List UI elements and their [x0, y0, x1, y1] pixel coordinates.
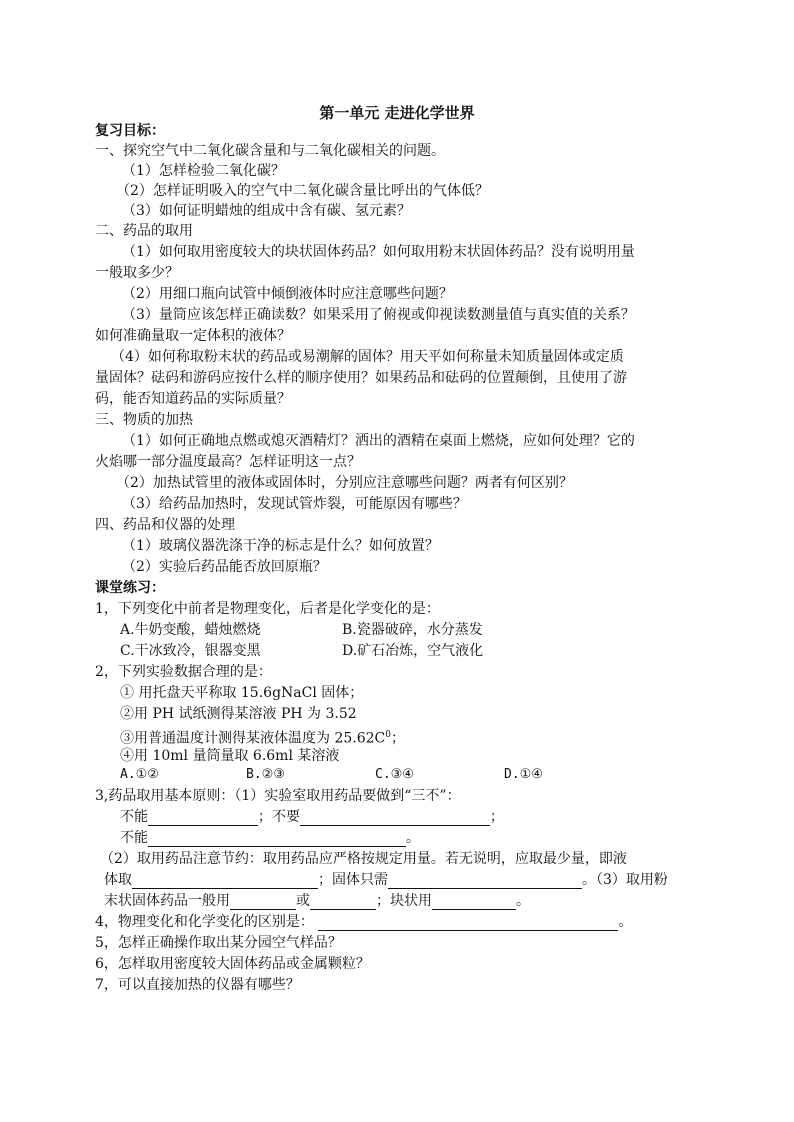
exercise-3: 3,药品取用基本原则：（1）实验室取用药品要做到“三不”： — [95, 788, 461, 804]
section-4-question-2: （2）实验后药品能否放回原瓶？ — [122, 559, 327, 575]
exercise-1: 1，下列变化中前者是物理变化，后者是化学变化的是： — [95, 601, 440, 617]
section-1-heading: 一、探究空气中二氧化碳含量和与二氧化碳相关的问题。 — [95, 143, 445, 159]
section-2-question-4-cont: 量固体？砝码和游码应按什么样的顺序使用？如果药品和砝码的位置颠倒，且使用了游 — [95, 370, 627, 386]
section-2-question-1: （1）如何取用密度较大的块状固体药品？如何取用粉末状固体药品？没有说明用量 — [122, 244, 635, 260]
section-1-question-3: （3）如何证明蜡烛的组成中含有碳、氢元素？ — [122, 203, 411, 219]
exercise-2-item-3: ③用普通温度计测得某液体温度为 $25.62C^0$； — [120, 730, 405, 747]
section-2-question-4-cont2: 码，能否知道药品的实际质量？ — [95, 391, 291, 407]
fill-blank[interactable] — [148, 832, 406, 847]
fill-blank[interactable] — [318, 916, 618, 931]
exercise-2-item-2: ②用 PH 试纸测得某溶液 PH 为 3.52 — [120, 706, 357, 722]
exercise-5: 5，怎样正确操作取出某分园空气样品？ — [95, 935, 342, 951]
exercise-2-item-4: ④用 10ml 量筒量取 6.6ml 某溶液 — [120, 748, 340, 764]
section-2-question-2: （2）用细口瓶向试管中倾倒液体时应注意哪些问题？ — [122, 286, 453, 302]
exercise-2-option-b: B.②③ — [246, 767, 285, 782]
fill-blank[interactable] — [300, 811, 490, 826]
exercise-6: 6，怎样取用密度较大固体药品或金属颗粒？ — [95, 956, 370, 972]
section-2-question-4: （4）如何称取粉末状的药品或易潮解的固体？用天平如何称量未知质量固体或定质 — [111, 349, 624, 365]
exercise-1-option-b: B.瓷器破碎，水分蒸发 — [342, 622, 483, 638]
section-1-question-2: （2）怎样证明吸入的空气中二氧化碳含量比呼出的气体低？ — [116, 183, 489, 199]
fill-blank[interactable] — [388, 874, 582, 889]
exercise-7: 7，可以直接加热的仪器有哪些？ — [95, 977, 300, 993]
section-3-question-3: （3）给药品加热时，发现试管炸裂，可能原因有哪些？ — [122, 496, 467, 512]
review-heading: 复习目标： — [95, 123, 165, 139]
practice-heading: 课堂练习： — [95, 580, 165, 596]
fill-blank[interactable] — [132, 874, 318, 889]
exercise-3-line-1: 不能 ；不要 ； — [120, 809, 504, 825]
fill-blank[interactable] — [432, 895, 516, 910]
section-2-question-1-cont: 一般取多少？ — [95, 265, 179, 281]
exercise-2-option-d: D.①④ — [504, 767, 543, 782]
section-2-question-3: （3）量筒应该怎样正确读数？如果采用了俯视或仰视读数测量值与真实值的关系？ — [122, 307, 635, 323]
page-title: 第一单元 走进化学世界 — [319, 104, 475, 122]
fill-blank[interactable] — [230, 895, 296, 910]
section-3-question-2: （2）加热试管里的液体或固体时，分别应注意哪些问题？两者有何区别？ — [116, 475, 573, 491]
exercise-2: 2，下列实验数据合理的是： — [95, 664, 272, 680]
exercise-2-item-1: ① 用托盘天平称取 15.6gNaCl 固体； — [120, 685, 364, 701]
exercise-1-option-d: D.矿石冶炼，空气液化 — [342, 643, 484, 659]
exercise-1-option-a: A.牛奶变酸，蜡烛燃烧 — [120, 622, 261, 638]
exercise-3-part-2: （2）取用药品注意节约：取用药品应严格按规定用量。若无说明，应取最少量，即液 — [100, 851, 627, 867]
exercise-3-line-2: 不能 。 — [120, 830, 420, 846]
section-4-question-1: （1）玻璃仪器洗涤干净的标志是什么？如何放置？ — [122, 538, 439, 554]
exercise-3-part-2-line-2: 体取 ；固体只需 。（3）取用粉 — [104, 872, 668, 888]
section-1-question-1: （1）怎样检验二氧化碳？ — [122, 163, 285, 179]
section-2-heading: 二、药品的取用 — [95, 223, 193, 239]
section-3-question-1-cont: 火焰哪一部分温度最高？怎样证明这一点？ — [95, 454, 361, 470]
fill-blank[interactable] — [148, 811, 258, 826]
section-2-question-3-cont: 如何准确量取一定体积的液体？ — [95, 328, 291, 344]
section-3-question-1: （1）如何正确地点燃或熄灭酒精灯？洒出的酒精在桌面上燃烧，应如何处理？它的 — [122, 433, 635, 449]
exercise-2-option-a: A.①② — [120, 767, 159, 782]
exercise-3-part-3: 末状固体药品一般用 或 ；块状用 。 — [104, 893, 530, 909]
section-3-heading: 三、物质的加热 — [95, 412, 193, 428]
exercise-1-option-c: C.干冰致冷，银器变黑 — [120, 643, 261, 659]
exercise-2-option-c: C.③④ — [375, 767, 414, 782]
fill-blank[interactable] — [310, 895, 376, 910]
exercise-4: 4，物理变化和化学变化的区别是： 。 — [95, 914, 633, 930]
section-4-heading: 四、药品和仪器的处理 — [95, 517, 235, 533]
